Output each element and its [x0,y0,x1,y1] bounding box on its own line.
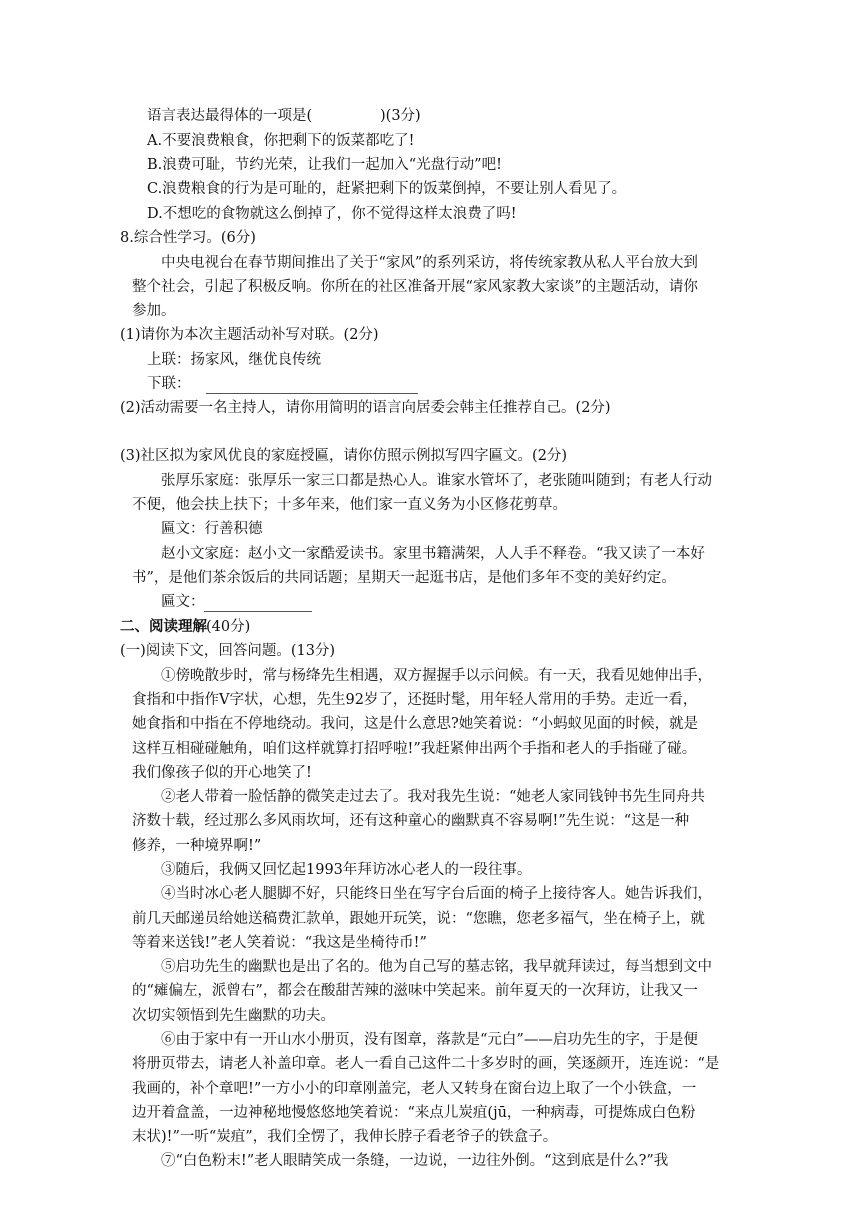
passage-line: ③随后，我俩又回忆起1993年拜访冰心老人的一段往事。 [161,862,532,878]
task-plaque-label: 匾文： [161,594,205,610]
couplet-upper: 上联：扬家风，继优良传统 [147,352,321,368]
passage-line: 等着来送钱!”老人笑着说：“我这是坐椅待币!” [132,935,427,951]
example-line-1: 张厚乐家庭：张厚乐一家三口都是热心人。谁家水管坏了，老张随叫随到；有老人行动 [161,473,712,489]
passage-line: 修养，一种境界啊!” [132,838,262,854]
reading1-title: (一)阅读下文，回答问题。(13分) [120,643,336,659]
passage-line: ⑤启功先生的幽默也是出了名的。他为自己写的墓志铭，我早就拜读过，每当想到文中 [161,959,712,975]
passage-line: ②老人带着一脸恬静的微笑走过去了。我对我先生说：“她老人家同钱钟书先生同舟共 [161,789,705,805]
example-line-2: 不便，他会扶上扶下；十多年来，他们家一直义务为小区修花剪草。 [132,497,567,513]
section2-points: (40分) [206,619,251,635]
passage-line: ⑦“白色粉末!”老人眼睛笑成一条缝，一边说，一边往外倒。“这到底是什么?”我 [161,1153,669,1169]
q8-intro-line-2: 整个社会，引起了积极反响。你所在的社区准备开展“家风家教大家谈”的主题活动，请你 [132,279,698,295]
task-line-2: 书”，是他们茶余饭后的共同话题；星期天一起逛书店，是他们多年不变的美好约定。 [132,570,676,586]
q8-sub2: (2)活动需要一名主持人，请你用简明的语言向居委会韩主任推荐自己。(2分) [120,400,611,416]
q7-option-d: D.不想吃的食物就这么倒掉了，你不觉得这样太浪费了吗! [147,206,517,222]
passage-line: 我画的，补个章吧!”一方小小的印章刚盖完，老人又转身在窗台边上取了一个小铁盒，一 [132,1081,697,1097]
passage-line: ④当时冰心老人腿脚不好，只能终日坐在写字台后面的椅子上接待客人。她告诉我们， [161,886,712,902]
passage-line: 济数十载，经过那么多风雨坎坷，还有这种童心的幽默真不容易啊!”先生说：“这是一种 [132,813,690,829]
section2-title: 二、阅读理解 [120,618,207,635]
couplet-lower-answer-line[interactable] [206,392,418,394]
q7-stem-b: )(3分) [380,108,421,124]
q8-title: 8.综合性学习。(6分) [120,230,256,246]
passage-line: 将册页带去，请老人补盖印章。老人一看自己这件二十多岁时的画，笑逐颜开，连连说：“是 [132,1056,720,1072]
passage-line: 边开着盒盖，一边神秘地慢悠悠地笑着说：“来点儿炭疽(jū，一种病毒，可提炼成白色粉 [132,1105,696,1121]
q7-option-b: B.浪费可耻，节约光荣，让我们一起加入“光盘行动”吧! [147,157,502,173]
q8-sub3: (3)社区拟为家风优良的家庭授匾，请你仿照示例拟写四字匾文。(2分) [120,448,568,464]
q8-sub1: (1)请你为本次主题活动补写对联。(2分) [120,327,379,343]
passage-line: ⑥由于家中有一开山水小册页，没有图章，落款是“元白”——启功先生的字，于是便 [161,1032,698,1048]
passage-line: ①傍晚散步时，常与杨绛先生相遇，双方握握手以示问候。有一天，我看见她伸出手， [161,668,712,684]
task-line-1: 赵小文家庭：赵小文一家酷爱读书。家里书籍满架，人人手不释卷。“我又读了一本好 [161,546,705,562]
passage-line: 末状)!”一听“炭疽”，我们全愣了，我伸长脖子看老爷子的铁盒子。 [132,1129,558,1145]
q8-intro-line-1: 中央电视台在春节期间推出了关于“家风”的系列采访，将传统家教从私人平台放大到 [161,255,698,271]
q7-option-c: C.浪费粮食的行为是可耻的，赶紧把剩下的饭菜倒掉，不要让别人看见了。 [147,181,627,197]
passage-line: 这样互相碰碰触角，咱们这样就算打招呼啦!”我赶紧伸出两个手指和老人的手指碰了碰。 [132,741,697,757]
passage-line: 食指和中指作V字状，心想，先生92岁了，还挺时髦，用年轻人常用的手势。走近一看， [132,692,698,708]
q7-stem-a: 语言表达最得体的一项是( [147,108,313,124]
passage-line: 我们像孩子似的开心地笑了! [132,765,312,781]
q7-option-a: A.不要浪费粮食，你把剩下的饭菜都吃了! [147,133,415,149]
passage-line: 前几天邮递员给她送稿费汇款单，跟她开玩笑，说：“您瞧，您老多福气，坐在椅子上，就 [132,911,705,927]
q8-intro-line-3: 参加。 [132,303,176,319]
example-plaque: 匾文：行善积德 [161,521,263,537]
passage-line: 的“瘫偏左，派曾右”，都会在酸甜苦辣的滋味中笑起来。前年夏天的一次拜访，让我又一 [132,983,698,999]
couplet-lower-label: 下联： [147,376,191,392]
passage-line: 她食指和中指在不停地绕动。我问，这是什么意思?她笑着说：“小蚂蚁见面的时候，就是 [132,716,699,732]
task-plaque-answer-line[interactable] [204,610,312,612]
passage-line: 次切实领悟到先生幽默的功夫。 [132,1008,335,1024]
